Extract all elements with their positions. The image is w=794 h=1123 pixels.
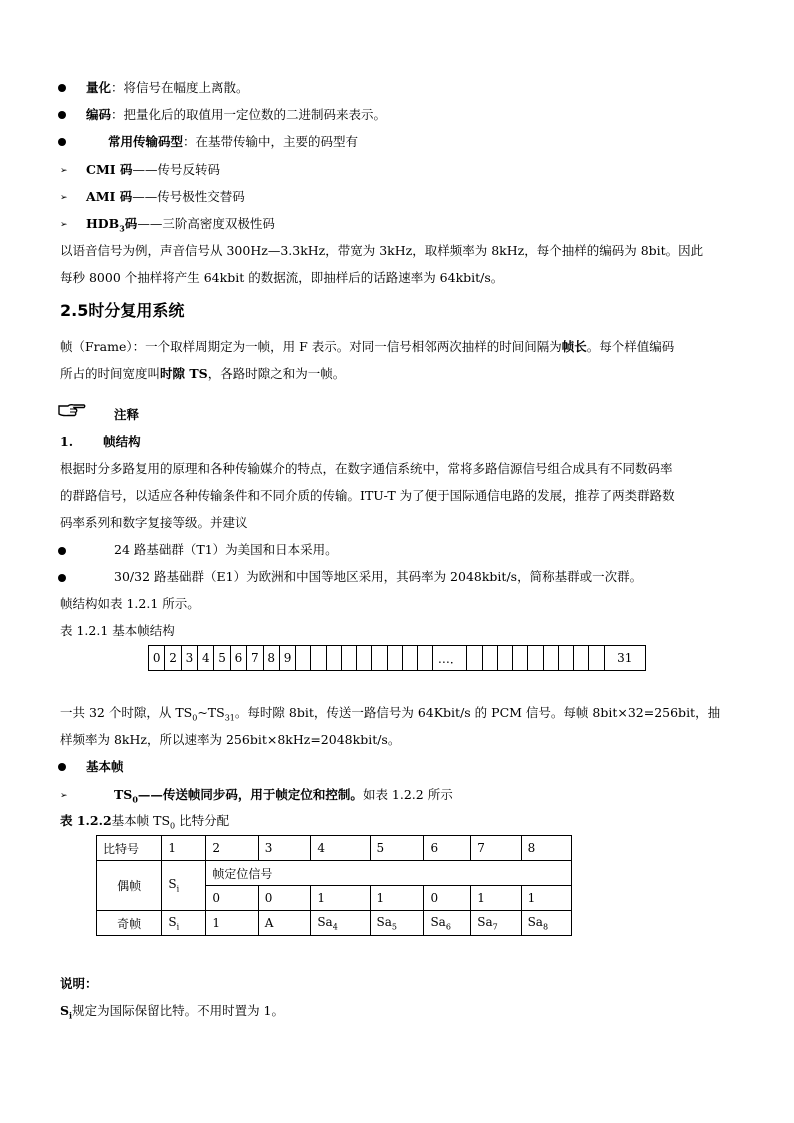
table-row [97,911,572,936]
bullet-text: 基本帧 [86,759,124,774]
code-sub: 3 [119,223,125,234]
term-text: 在基带传输中，主要的码型有 [195,134,359,149]
header-cell: 2 [206,836,258,861]
timeslot-cell [402,646,417,671]
bit-cell: 1 [311,886,370,911]
code-desc: ——三阶高密度双极性码 [137,216,275,231]
code-desc: ——传号极性交替码 [132,189,245,204]
si-cell [162,911,206,936]
odd-frame-label: 奇帧 [97,911,162,936]
bit-cell [471,911,521,936]
bit-cell: 1 [471,886,521,911]
timeslot-cell [497,646,512,671]
text: 。每时隙 8bit，传送一路信号为 64Kbit/s 的 PCM 信号。每帧 8bit×32=256bit，抽 [234,705,721,720]
text: S [60,1003,70,1018]
table1-caption: 表 1.2.1 基本帧结构 [60,623,175,638]
timeslot-cell: 31 [604,646,645,671]
term-label: 常用传输码型 [108,134,184,149]
table-header-row [97,836,572,861]
text: 基本帧 TS [111,813,171,828]
header-cell: 1 [162,836,206,861]
sub: i [176,884,180,894]
timeslot-cell [574,646,589,671]
sub: 7 [492,922,498,932]
ts-desc: ——传送帧同步码，用于帧定位和控制。 [137,787,363,802]
term-text: 把量化后的取值用一定位数的二进制码来表示。 [123,107,387,122]
timeslot-cell [543,646,558,671]
even-frame-label: 偶帧 [97,861,162,911]
paragraph-tdm-l2: 的群路信号，以适应各种传输条件和不同介质的传输。ITU-T 为了便于国际通信电路的发展，推荐了两类群路数 [60,488,675,503]
timeslot-cell [482,646,497,671]
timeslot-cell [528,646,543,671]
header-cell: 5 [370,836,424,861]
text: 一共 32 个时隙，从 TS [60,705,193,720]
frame-definition-l1 [60,338,674,356]
timeslot-cell [372,646,387,671]
timeslot-cell: 4 [198,646,214,671]
paragraph-voice-l1: 以语音信号为例，声音信号从 300Hz—3.3kHz，带宽为 3kHz，取样频率为 8kHz，每个抽样的编码为 8bit。因此 [60,243,704,258]
bullet-dot [58,763,66,771]
note-title: 说明： [60,976,98,991]
bit-cell: 1 [370,886,424,911]
timeslot-cell [558,646,573,671]
timeslot-cell [418,646,433,671]
arrow-bullet-icon: ➢ [60,791,68,801]
sub: 0 [170,821,176,831]
header-cell: 比特号 [97,836,162,861]
text: 比特分配 [175,813,230,828]
sub: i [69,1010,73,1021]
sub: 4 [332,922,338,932]
timeslot-cell: 3 [181,646,197,671]
bullet-dot [58,138,66,146]
timeslot-cell: 7 [247,646,263,671]
term-frame-length: 帧长 [561,339,587,354]
timeslot-cell: 5 [214,646,230,671]
bullet-text: 24 路基础群（T1）为美国和日本采用。 [114,542,338,557]
si-cell [162,861,206,911]
frame-alignment-label: 帧定位信号 [206,861,572,886]
bit-cell [311,911,370,936]
text: 所占的时间宽度叫 [60,366,161,381]
bit-cell: 0 [258,886,311,911]
code-label: CMI 码 [86,162,133,177]
timeslot-cell [296,646,311,671]
text: 规定为国际保留比特。不用时置为 1。 [72,1003,285,1018]
header-cell: 4 [311,836,370,861]
text: Sa [317,914,333,929]
bullet-text: 30/32 路基础群（E1）为欧洲和中国等地区采用，其码率为 2048kbit/s，简称基群或一次群。 [114,569,643,584]
code-label-suffix: 码 [124,216,138,231]
text: Sa [430,914,446,929]
header-cell: 3 [258,836,311,861]
text: S [168,914,177,929]
code-label: AMI 码 [86,189,133,204]
text: 1 [212,916,220,930]
section-title: 2.5时分复用系统 [60,301,185,320]
sep: ： [183,134,196,149]
timeslot-cell: …． [433,646,467,671]
sub: 5 [391,922,398,932]
paragraph-voice-l2: 每秒 8000 个抽样将产生 64kbit 的数据流，即抽样后的话路速率为 64kbit/s。 [60,270,504,285]
pointing-hand-icon [58,402,86,418]
text: Sa [527,914,543,929]
basic-frame-table [148,645,646,671]
arrow-bullet-icon: ➢ [60,220,68,230]
table2-caption [60,812,229,836]
timeslot-cell [311,646,326,671]
frame-definition-l2 [60,365,345,383]
timeslot-cell [341,646,356,671]
frame-structure-ref: 帧结构如表 1.2.1 所示。 [60,596,200,611]
paragraph-tdm-l1: 根据时分多路复用的原理和各种传输媒介的特点，在数字通信系统中，常将多路信源信号组合成具有不同数码率 [60,461,673,476]
text: ~TS [197,705,225,720]
header-cell: 7 [471,836,521,861]
bit-cell: 0 [424,886,471,911]
bit-cell: 0 [206,886,258,911]
bullet-dot [58,547,66,555]
paragraph-timeslots-l1 [60,704,720,728]
term-text: 将信号在幅度上离散。 [123,80,249,95]
bullet-dot [58,111,66,119]
header-cell: 6 [424,836,471,861]
paragraph-tdm-l3: 码率系列和数字复接等级。并建议 [60,515,248,530]
timeslot-cell: 2 [165,646,181,671]
sep: ： [111,107,124,122]
timeslot-cell [467,646,482,671]
note-label: 注释 [114,407,140,422]
text: 。每个样值编码 [586,339,675,354]
timeslot-cell: 8 [263,646,279,671]
timeslot-cell: 6 [230,646,246,671]
sep: ： [111,80,124,95]
text: 帧（Frame）：一个取样周期定为一帧，用 F 表示。对同一信号相邻两次抽样的时间间隔为 [60,339,562,354]
bullet-dot [58,84,66,92]
bit-cell [521,911,571,936]
paragraph-timeslots-l2: 样频率为 8kHz，所以速率为 256bit×8kHz=2048kbit/s。 [60,732,401,747]
sub: 6 [445,922,451,932]
sub: 0 [132,794,138,805]
timeslot-cell [589,646,604,671]
ts0-bit-table [96,835,572,936]
bit-cell [370,911,424,936]
text: A [264,916,274,930]
sub: 31 [224,713,235,723]
final-note [60,1002,284,1025]
caption-number: 表 1.2.2 [60,813,112,828]
timeslot-cell: 9 [279,646,295,671]
term-timeslot: 时隙 TS [160,366,208,381]
heading-text: 帧结构 [103,434,141,449]
text: S [168,877,177,892]
code-label: HDB [86,216,120,231]
arrow-bullet-icon: ➢ [60,166,68,176]
timeslot-cell [326,646,341,671]
sub: i [176,922,180,932]
timeslot-cell [513,646,528,671]
arrow-bullet-icon: ➢ [60,193,68,203]
term-label: 编码 [86,107,112,122]
text: Sa [477,914,493,929]
text: Sa [376,914,392,929]
bit-cell [424,911,471,936]
table-row [149,646,646,671]
table-row [97,861,572,886]
bit-cell [258,911,311,936]
code-desc: ——传号反转码 [132,162,221,177]
header-cell: 8 [521,836,571,861]
heading-number: 1. [60,434,74,449]
timeslot-cell [357,646,372,671]
bit-cell: 1 [521,886,571,911]
bullet-dot [58,574,66,582]
heading-frame-structure [60,433,141,451]
text: ，各路时隙之和为一帧。 [207,366,346,381]
text: 如表 1.2.2 所示 [362,787,453,802]
timeslot-cell: 0 [149,646,165,671]
sub: 8 [542,922,549,932]
term-label: 量化 [86,80,112,95]
bit-cell [206,911,258,936]
ts-label: TS [114,787,133,802]
sub: 0 [192,713,198,723]
timeslot-cell [387,646,402,671]
